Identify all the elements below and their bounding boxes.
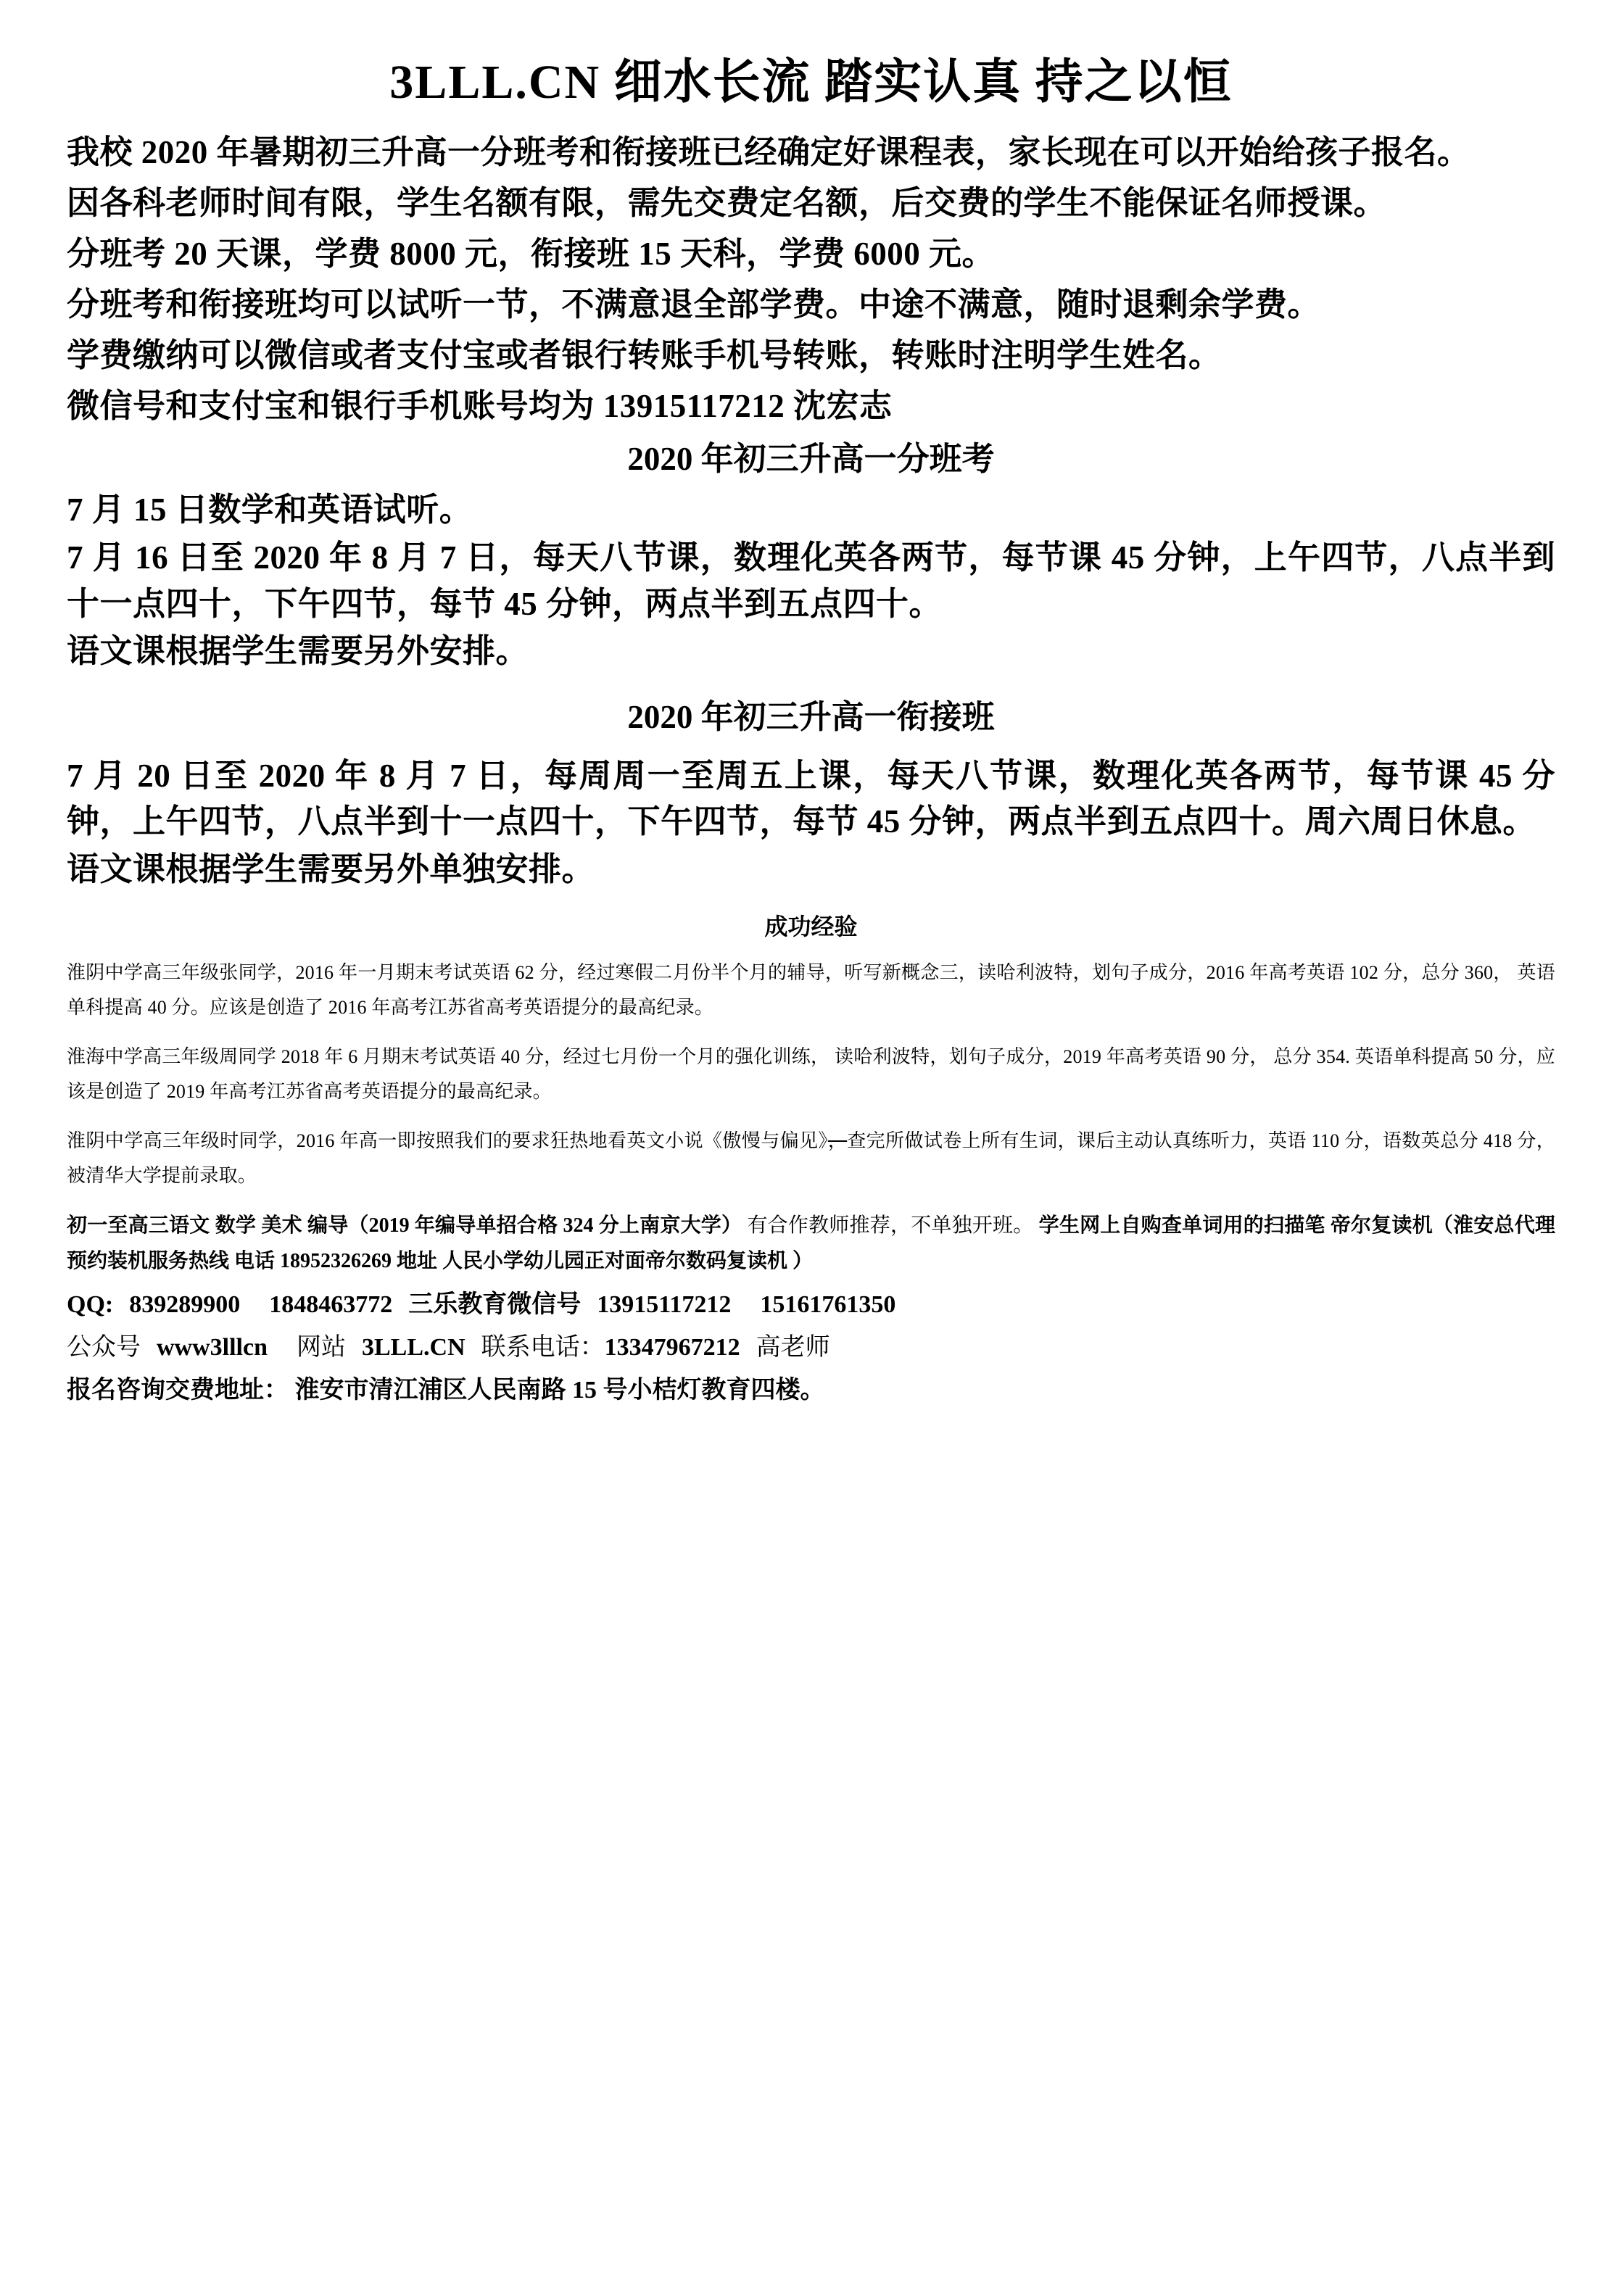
wechat-number-2: 15161761350 bbox=[760, 1291, 896, 1319]
address-value: 淮安市清江浦区人民南路 15 号小桔灯教育四楼。 bbox=[289, 1376, 825, 1404]
bridge-class-line-1: 7 月 20 日至 2020 年 8 月 7 日，每周周一至周五上课，每天八节课，数理化英各两节，每节课 45 分钟，上午四节，八点半到十一点四十，下午四节，每节 45 分钟，两点半到五点四十。周六周日休息。 bbox=[67, 757, 1555, 840]
success-story-2: 淮海中学高三年级周同学 2018 年 6 月期末考试英语 40 分，经过七月份一个月的强化训练， 读哈利波特，划句子成分，2019 年高考英语 90 分， 总分 354. 英语单科提高 50 分，应该是创造了 2019 年高考江苏省高考英语提分的最高纪录。 bbox=[67, 1046, 1555, 1103]
contact-qq-line bbox=[67, 1286, 1555, 1325]
phone-label: 联系电话： bbox=[481, 1334, 605, 1362]
bridge-class-line-2: 语文课根据学生需要另外单独安排。 bbox=[67, 851, 595, 888]
page-title: 3LLL.CN 细水长流 踏实认真 持之以恒 bbox=[389, 56, 1233, 109]
success-story-1: 淮阴中学高三年级张同学，2016 年一月期末考试英语 62 分，经过寒假二月份半个月的辅导，听写新概念三，读哈利波特，划句子成分，2016 年高考英语 102 分，总分 360， 英语单科提高 40 分。应该是创造了 2016 年高考江苏省高考英语提分的最高纪录。 bbox=[67, 961, 1555, 1018]
address-label: 报名咨询交费地址： bbox=[67, 1376, 289, 1404]
qq-number-2: 1848463772 bbox=[269, 1291, 393, 1319]
website-label: 网站 bbox=[297, 1334, 346, 1362]
payment-method-paragraph: 学费缴纳可以微信或者支付宝或者银行转账手机号转账，转账时注明学生姓名。 bbox=[67, 336, 1222, 373]
official-account-value: www3lllcn bbox=[157, 1334, 268, 1362]
contact-official-line bbox=[67, 1329, 1555, 1367]
other-courses-bold-lead: 初一至高三语文 数学 美术 编导（2019 年编导单招合格 324 分上南京大学） bbox=[67, 1214, 748, 1238]
official-account-label: 公众号 bbox=[67, 1334, 141, 1362]
section-heading-bridge-class: 2020 年初三升高一衔接班 bbox=[627, 699, 995, 736]
qq-number-1: 839289900 bbox=[129, 1291, 241, 1319]
placement-exam-line-2: 7 月 16 日至 2020 年 8 月 7 日，每天八节课，数理化英各两节，每节课 45 分钟，上午四节，八点半到十一点四十，下午四节，每节 45 分钟，两点半到五点四十。 bbox=[67, 539, 1555, 622]
placement-exam-line-1: 7 月 15 日数学和英语试听。 bbox=[67, 491, 473, 528]
trial-policy-paragraph: 分班考和衔接班均可以试听一节，不满意退全部学费。中途不满意，随时退剩余学费。 bbox=[67, 286, 1321, 323]
wechat-number-1: 13915117212 bbox=[597, 1291, 732, 1319]
other-courses-paragraph bbox=[67, 1208, 1555, 1279]
success-story-3-prefix: 淮阴中学高三年级时同学，2016 年高一即按照我们的要求狂热地看英文小说《傲慢与偏见》 bbox=[67, 1130, 828, 1152]
qq-label: QQ: bbox=[67, 1291, 114, 1319]
placement-exam-line-3: 语文课根据学生需要另外安排。 bbox=[67, 633, 529, 670]
success-story-3-strikethrough: ， bbox=[827, 1130, 848, 1152]
other-courses-bold-tail: 学生网上自购查单词用的扫描笔 帝尔复读机（淮安总代理预约装机服务热线 电话 18952326269 地址 人民小学幼儿园正对面帝尔数码复读机 ） bbox=[67, 1214, 1555, 1273]
intro-paragraph-1: 我校 2020 年暑期初三升高一分班考和衔接班已经确定好课程表，家长现在可以开始给孩子报名。 bbox=[67, 134, 1470, 171]
section-heading-success-stories: 成功经验 bbox=[764, 913, 858, 940]
wechat-label: 三乐教育微信号 bbox=[408, 1291, 582, 1319]
payment-account-paragraph: 微信号和支付宝和银行手机账号均为 13915117212 沈宏志 bbox=[67, 387, 893, 424]
section-heading-placement-exam: 2020 年初三升高一分班考 bbox=[627, 440, 995, 477]
other-courses-normal-text: 有合作教师推荐，不单独开班。 bbox=[747, 1214, 1034, 1238]
website-value: 3LLL.CN bbox=[362, 1334, 466, 1362]
success-story-3-suffix: 查完所做试卷上所有生词，课后主动认真练听力，英语 110 分，语数英总分 418 分，被清华大学提前录取。 bbox=[67, 1130, 1555, 1187]
intro-paragraph-2: 因各科老师时间有限，学生名额有限，需先交费定名额，后交费的学生不能保证名师授课。 bbox=[67, 185, 1387, 222]
contact-address-line bbox=[67, 1372, 1555, 1410]
phone-value: 13347967212 bbox=[604, 1334, 740, 1362]
teacher-name: 高老师 bbox=[756, 1334, 830, 1362]
success-story-3 bbox=[67, 1124, 1555, 1193]
tuition-paragraph: 分班考 20 天课，学费 8000 元，衔接班 15 天科，学费 6000 元。 bbox=[67, 235, 996, 272]
